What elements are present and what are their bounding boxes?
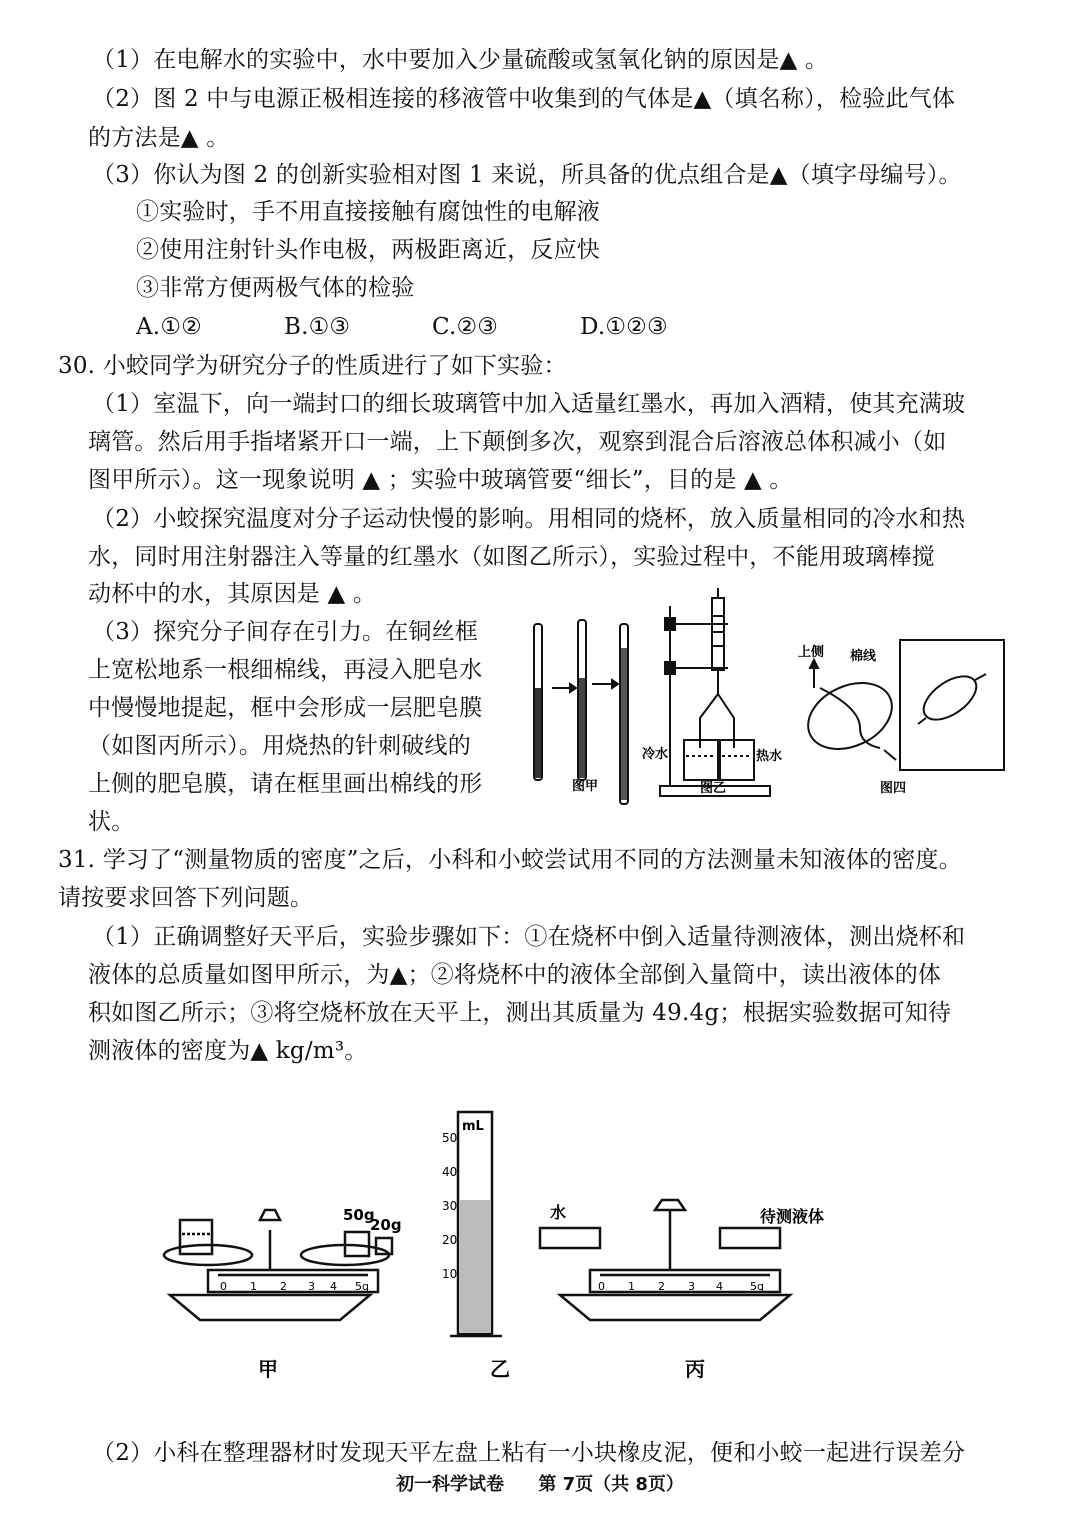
scale-jia-0: 0 — [220, 1280, 227, 1293]
scale-jia-4: 4 — [330, 1280, 337, 1293]
figure-si-frame — [900, 640, 1004, 770]
label-water: 水 — [550, 1203, 567, 1222]
q30-part1-line2: 璃管。然后用手指堵紧开口一端，上下颠倒多次，观察到混合后溶液总体积减小（如 — [88, 429, 947, 455]
q31-stem-line1: 31. 学习了“测量物质的密度”之后，小科和小蛟尝试用不同的方法测量未知液体的密度。 — [58, 847, 962, 873]
q31-part1-line4: 测液体的密度为▲ kg/m³。 — [88, 1038, 368, 1064]
q29-choice-a: A.①② — [136, 314, 202, 340]
q30-part1-line3: 图甲所示）。这一现象说明 ▲ ；实验中玻璃管要“细长”，目的是 ▲ 。 — [88, 467, 793, 493]
cylinder-tick-30: 30 — [442, 1199, 458, 1213]
scale-bing-3: 3 — [688, 1280, 695, 1293]
q30-figures — [520, 588, 1020, 810]
weight-50g: 50g — [343, 1206, 375, 1224]
caption-fig-jia: 图甲 — [572, 779, 599, 794]
cylinder-tick-20: 20 — [442, 1233, 458, 1247]
q30-part1-line1: （1）室温下，向一端封口的细长玻璃管中加入适量红墨水，再加入酒精，使其充满玻 — [92, 391, 966, 417]
balance-bing — [540, 1200, 790, 1320]
q29-part3: （3）你认为图 2 的创新实验相对图 1 来说，所具备的优点组合是▲（填字母编号）。 — [92, 162, 962, 188]
scale-bing-4: 4 — [716, 1280, 723, 1293]
cylinder-tick-10: 10 — [442, 1267, 458, 1281]
scale-bing-2: 2 — [658, 1280, 665, 1293]
caption-fig-yi: 图乙 — [700, 781, 727, 796]
q30-stem: 30. 小蛟同学为研究分子的性质进行了如下实验： — [58, 353, 567, 379]
scale-jia-3: 3 — [308, 1280, 315, 1293]
figure-yi-apparatus — [660, 588, 770, 796]
label-upper-side: 上侧 — [798, 645, 825, 660]
footer-page-number: 第 7页（共 8页） — [538, 1474, 684, 1495]
scale-bing-1: 1 — [628, 1280, 635, 1293]
q30-part3-line4: （如图丙所示）。用烧热的针刺破线的 — [88, 733, 471, 759]
q29-part1: （1）在电解水的实验中，水中要加入少量硫酸或氢氧化钠的原因是▲ 。 — [92, 47, 829, 73]
q29-option-2: ②使用注射针头作电极，两极距离近，反应快 — [136, 237, 600, 263]
q30-part2-line2: 水，同时用注射器注入等量的红墨水（如图乙所示），实验过程中，不能用玻璃棒搅 — [88, 544, 935, 570]
q31-part1-line1: （1）正确调整好天平后，实验步骤如下：①在烧杯中倒入适量待测液体，测出烧杯和 — [92, 924, 966, 950]
label-cotton-thread: 棉线 — [850, 649, 877, 664]
scale-bing-5: 5g — [750, 1280, 764, 1293]
q30-part3-line6: 状。 — [88, 809, 135, 835]
q31-figures — [150, 1100, 970, 1390]
scale-jia-2: 2 — [280, 1280, 287, 1293]
q31-part1-line2: 液体的总质量如图甲所示，为▲；②将烧杯中的液体全部倒入量筒中，读出液体的体 — [88, 962, 942, 988]
label-test-liquid: 待测液体 — [760, 1207, 825, 1226]
q29-option-3: ③非常方便两极气体的检验 — [136, 275, 415, 301]
caption-bing: 丙 — [685, 1357, 705, 1381]
q29-choice-d: D.①②③ — [580, 314, 668, 340]
q29-choice-b: B.①③ — [284, 314, 351, 340]
weight-20g: 20g — [370, 1216, 402, 1234]
q29-part2-line2: 的方法是▲ 。 — [88, 125, 230, 151]
cylinder-unit: mL — [462, 1119, 484, 1134]
label-hot-water: 热水 — [756, 749, 783, 764]
cylinder-tick-50: 50 — [442, 1131, 458, 1145]
page-footer — [0, 1470, 1080, 1496]
figure-jia-tubes — [534, 620, 628, 804]
q29-part2-line1: （2）图 2 中与电源正极相连接的移液管中收集到的气体是▲（填名称），检验此气体 — [92, 86, 956, 112]
q31-stem-line2: 请按要求回答下列问题。 — [58, 885, 314, 911]
q31-part1-line3: 积如图乙所示；③将空烧杯放在天平上，测出其质量为 49.4g；根据实验数据可知待 — [88, 1000, 952, 1026]
q30-part2-line3: 动杯中的水，其原因是 ▲ 。 — [88, 581, 377, 607]
q30-part3-line2: 上宽松地系一根细棉线，再浸入肥皂水 — [88, 657, 483, 683]
caption-yi: 乙 — [490, 1357, 510, 1381]
q30-part3-line1: （3）探究分子间存在引力。在铜丝框 — [92, 619, 479, 645]
q29-option-1: ①实验时，手不用直接接触有腐蚀性的电解液 — [136, 199, 600, 225]
q30-part3-line3: 中慢慢地提起，框中会形成一层肥皂膜 — [88, 695, 483, 721]
q30-part2-line1: （2）小蛟探究温度对分子运动快慢的影响。用相同的烧杯，放入质量相同的冷水和热 — [92, 506, 966, 532]
figure-bing-frame — [797, 660, 902, 762]
cylinder-tick-40: 40 — [442, 1165, 458, 1179]
balance-jia — [164, 1210, 392, 1320]
scale-bing-0: 0 — [598, 1280, 605, 1293]
caption-fig-si: 图四 — [880, 781, 907, 796]
label-cold-water: 冷水 — [642, 747, 669, 762]
scale-jia-1: 1 — [250, 1280, 257, 1293]
q31-part2-line1: （2）小科在整理器材时发现天平左盘上粘有一小块橡皮泥，便和小蛟一起进行误差分 — [92, 1440, 966, 1466]
q29-choice-c: C.②③ — [432, 314, 499, 340]
scale-jia-5: 5g — [355, 1280, 369, 1293]
q30-part3-line5: 上侧的肥皂膜，请在框里画出棉线的形 — [88, 771, 483, 797]
footer-title: 初一科学试卷 — [396, 1474, 505, 1495]
caption-jia: 甲 — [258, 1357, 278, 1381]
cylinder-yi — [450, 1112, 502, 1336]
